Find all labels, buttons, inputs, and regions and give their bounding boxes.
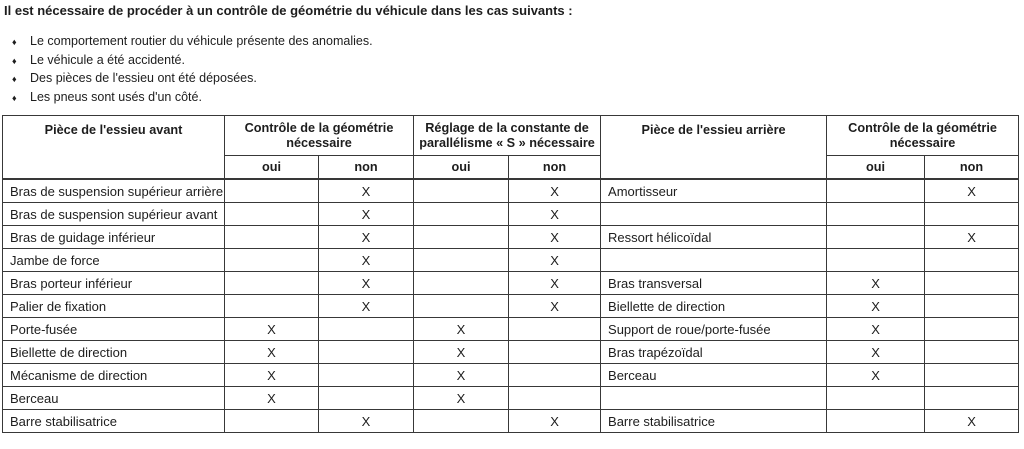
- check-mark-cell: [414, 249, 509, 272]
- check-mark-cell: [225, 295, 319, 318]
- table-row: [3, 203, 1019, 226]
- check-mark-cell: [925, 364, 1019, 387]
- check-mark-cell: X: [509, 249, 601, 272]
- check-mark-cell: X: [509, 179, 601, 203]
- table-row: [3, 387, 1019, 410]
- rear-piece-cell: Ressort hélicoïdal: [601, 226, 827, 249]
- check-mark-cell: X: [925, 179, 1019, 203]
- check-mark-cell: [414, 203, 509, 226]
- check-mark-cell: [414, 410, 509, 433]
- check-mark-cell: [827, 226, 925, 249]
- list-item: [4, 70, 1022, 89]
- check-mark-cell: [509, 364, 601, 387]
- check-mark-cell: [225, 272, 319, 295]
- header-non: non: [509, 156, 601, 180]
- check-mark-cell: X: [225, 364, 319, 387]
- header-rear-geometry: Contrôle de la géométrie nécessaire: [827, 116, 1019, 156]
- list-item-text: Le véhicule a été accidenté.: [30, 52, 185, 67]
- front-piece-cell: Barre stabilisatrice: [3, 410, 225, 433]
- check-mark-cell: [225, 203, 319, 226]
- check-mark-cell: [414, 295, 509, 318]
- table-body: [3, 179, 1019, 433]
- rear-piece-cell: Amortisseur: [601, 179, 827, 203]
- table-header: [3, 116, 1019, 180]
- header-oui: oui: [827, 156, 925, 180]
- table-row: [3, 226, 1019, 249]
- table-row: [3, 341, 1019, 364]
- rear-piece-cell: Support de roue/porte-fusée: [601, 318, 827, 341]
- check-mark-cell: X: [319, 272, 414, 295]
- check-mark-cell: [925, 341, 1019, 364]
- check-mark-cell: X: [925, 410, 1019, 433]
- rear-piece-cell: Bras transversal: [601, 272, 827, 295]
- check-mark-cell: X: [827, 295, 925, 318]
- check-mark-cell: X: [827, 318, 925, 341]
- rear-piece-cell: [601, 249, 827, 272]
- check-mark-cell: [925, 249, 1019, 272]
- check-mark-cell: [827, 203, 925, 226]
- diamond-bullet-icon: ♦: [12, 92, 17, 103]
- header-parallelism: Réglage de la constante de parallélisme « S » nécessaire: [414, 116, 601, 156]
- check-mark-cell: [925, 295, 1019, 318]
- check-mark-cell: [225, 249, 319, 272]
- check-mark-cell: [509, 341, 601, 364]
- rear-piece-cell: Biellette de direction: [601, 295, 827, 318]
- table-row: [3, 272, 1019, 295]
- diamond-bullet-icon: ♦: [12, 55, 17, 66]
- check-mark-cell: X: [509, 410, 601, 433]
- check-mark-cell: X: [319, 249, 414, 272]
- front-piece-cell: Bras de suspension supérieur arrière: [3, 179, 225, 203]
- header-oui: oui: [225, 156, 319, 180]
- check-mark-cell: [925, 387, 1019, 410]
- check-mark-cell: X: [319, 203, 414, 226]
- check-mark-cell: X: [225, 318, 319, 341]
- check-mark-cell: [319, 341, 414, 364]
- table-row: [3, 410, 1019, 433]
- check-mark-cell: [827, 410, 925, 433]
- header-non: non: [319, 156, 414, 180]
- header-oui: oui: [414, 156, 509, 180]
- check-mark-cell: X: [827, 272, 925, 295]
- list-item: [4, 52, 1022, 71]
- list-item-text: Des pièces de l'essieu ont été déposées.: [30, 71, 257, 85]
- check-mark-cell: X: [414, 318, 509, 341]
- header-front-geometry: Contrôle de la géométrie nécessaire: [225, 116, 414, 156]
- check-mark-cell: X: [319, 179, 414, 203]
- check-mark-cell: [225, 179, 319, 203]
- check-mark-cell: [414, 226, 509, 249]
- check-mark-cell: [319, 318, 414, 341]
- check-mark-cell: [225, 410, 319, 433]
- header-rear-piece: Pièce de l'essieu arrière: [601, 116, 827, 180]
- rear-piece-cell: Berceau: [601, 364, 827, 387]
- front-piece-cell: Mécanisme de direction: [3, 364, 225, 387]
- diamond-bullet-icon: ♦: [12, 74, 17, 84]
- list-item: [4, 89, 1022, 108]
- check-mark-cell: X: [414, 387, 509, 410]
- rear-piece-cell: Barre stabilisatrice: [601, 410, 827, 433]
- check-mark-cell: [509, 318, 601, 341]
- table-row: [3, 295, 1019, 318]
- table-row: [3, 364, 1019, 387]
- check-mark-cell: [414, 179, 509, 203]
- front-piece-cell: Porte-fusée: [3, 318, 225, 341]
- table-row: [3, 318, 1019, 341]
- header-row-groups: [3, 116, 1019, 156]
- header-non: non: [925, 156, 1019, 180]
- list-item-text: Les pneus sont usés d'un côté.: [30, 89, 202, 104]
- diamond-bullet-icon: ♦: [12, 37, 17, 47]
- check-mark-cell: X: [414, 364, 509, 387]
- check-mark-cell: X: [925, 226, 1019, 249]
- check-mark-cell: [225, 226, 319, 249]
- front-piece-cell: Jambe de force: [3, 249, 225, 272]
- front-piece-cell: Bras de suspension supérieur avant: [3, 203, 225, 226]
- check-mark-cell: [509, 387, 601, 410]
- check-mark-cell: X: [414, 341, 509, 364]
- geometry-check-table: [2, 115, 1019, 433]
- check-mark-cell: X: [827, 364, 925, 387]
- check-mark-cell: [925, 318, 1019, 341]
- check-mark-cell: X: [225, 341, 319, 364]
- check-mark-cell: X: [509, 272, 601, 295]
- front-piece-cell: Bras de guidage inférieur: [3, 226, 225, 249]
- table-row: [3, 179, 1019, 203]
- table-row: [3, 249, 1019, 272]
- check-mark-cell: X: [319, 410, 414, 433]
- check-mark-cell: X: [319, 295, 414, 318]
- check-mark-cell: [319, 364, 414, 387]
- check-mark-cell: X: [827, 341, 925, 364]
- rear-piece-cell: [601, 203, 827, 226]
- check-mark-cell: [925, 203, 1019, 226]
- check-mark-cell: [319, 387, 414, 410]
- list-item-text: Le comportement routier du véhicule présente des anomalies.: [30, 34, 373, 48]
- check-mark-cell: [827, 179, 925, 203]
- front-piece-cell: Berceau: [3, 387, 225, 410]
- front-piece-cell: Bras porteur inférieur: [3, 272, 225, 295]
- intro-title: Il est nécessaire de procéder à un contrôle de géométrie du véhicule dans les cas suivants :: [4, 3, 573, 18]
- check-mark-cell: [827, 249, 925, 272]
- check-mark-cell: [827, 387, 925, 410]
- check-mark-cell: X: [509, 295, 601, 318]
- check-mark-cell: X: [509, 203, 601, 226]
- check-mark-cell: [925, 272, 1019, 295]
- header-front-piece: Pièce de l'essieu avant: [3, 116, 225, 180]
- check-mark-cell: X: [319, 226, 414, 249]
- rear-piece-cell: [601, 387, 827, 410]
- check-mark-cell: X: [509, 226, 601, 249]
- conditions-list: [4, 33, 1022, 107]
- front-piece-cell: Palier de fixation: [3, 295, 225, 318]
- list-item: [4, 33, 1022, 52]
- rear-piece-cell: Bras trapézoïdal: [601, 341, 827, 364]
- check-mark-cell: [414, 272, 509, 295]
- check-mark-cell: X: [225, 387, 319, 410]
- front-piece-cell: Biellette de direction: [3, 341, 225, 364]
